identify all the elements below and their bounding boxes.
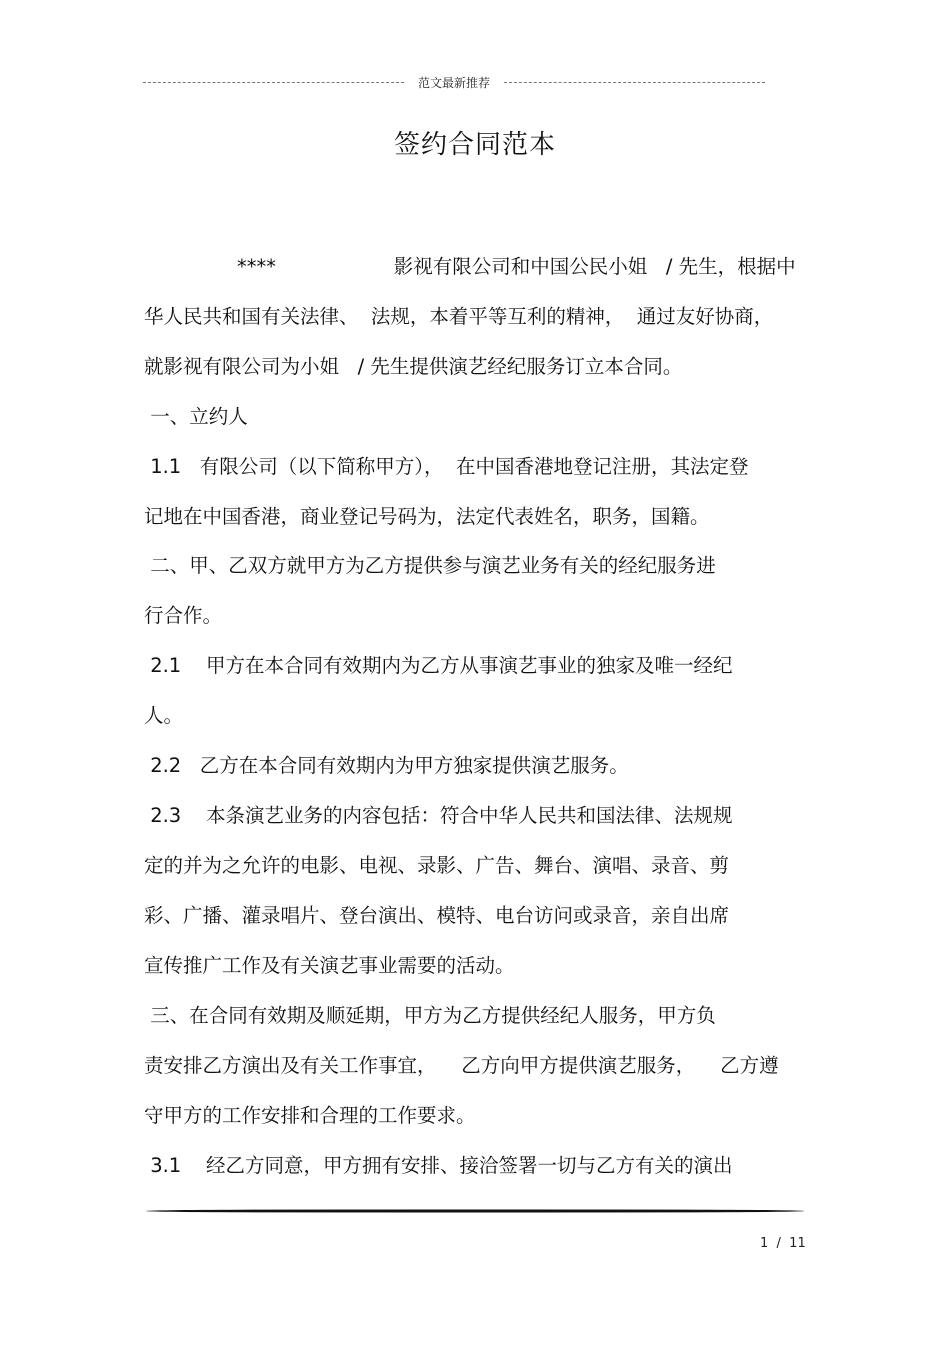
body-line: 宣传推广工作及有关演艺事业需要的活动。	[144, 954, 515, 977]
header-text: 范文最新推荐	[418, 75, 491, 90]
body-line: 行合作。	[144, 604, 223, 627]
section-heading: 一、立约人	[144, 405, 248, 428]
header-dashed-rule-right	[504, 82, 765, 83]
section-heading: 二、甲、乙双方就甲方为乙方提供参与演艺业务有关的经纪服务进	[144, 554, 716, 577]
header-dashed-rule-left	[143, 82, 404, 83]
page-header	[143, 72, 765, 92]
body-line: 定的并为之允许的电影、电视、录影、广告、舞台、演唱、录音、剪	[144, 854, 730, 877]
body-line: 守甲方的工作安排和合理的工作要求。	[144, 1104, 476, 1127]
section-heading: 三、在合同有效期及顺延期，甲方为乙方提供经纪人服务，甲方负	[144, 1004, 716, 1027]
body-line: 2.2 乙方在本合同有效期内为甲方独家提供演艺服务。	[144, 754, 629, 777]
document-title: 签约合同范本	[393, 130, 556, 160]
body-line: 2.1 甲方在本合同有效期内为乙方从事演艺事业的独家及唯一经纪	[144, 654, 733, 677]
body-line: 人。	[144, 704, 184, 727]
page-number: 1 / 11	[760, 1236, 806, 1251]
body-line: 3.1 经乙方同意，甲方拥有安排、接洽签署一切与乙方有关的演出	[144, 1154, 733, 1177]
body-line: 华人民共和国有关法律、 法规，本着平等互利的精神， 通过友好协商，	[144, 305, 774, 328]
body-line: 就影视有限公司为小姐 / 先生提供演艺经纪服务订立本合同。	[144, 355, 683, 378]
body-line: 彩、广播、灌录唱片、登台演出、模特、电台访问或录音，亲自出席	[144, 904, 730, 927]
footer-rule	[146, 1209, 804, 1213]
body-line: **** 影视有限公司和中国公民小姐 / 先生，根据中	[144, 255, 796, 278]
body-line: 责安排乙方演出及有关工作事宜， 乙方向甲方提供演艺服务， 乙方遵	[144, 1054, 779, 1077]
body-line: 1.1 有限公司（以下简称甲方）， 在中国香港地登记注册，其法定登	[144, 455, 749, 478]
body-line: 2.3 本条演艺业务的内容包括：符合中华人民共和国法律、法规规	[144, 804, 733, 827]
body-line: 记地在中国香港，商业登记号码为，法定代表姓名，职务，国籍。	[144, 505, 710, 528]
